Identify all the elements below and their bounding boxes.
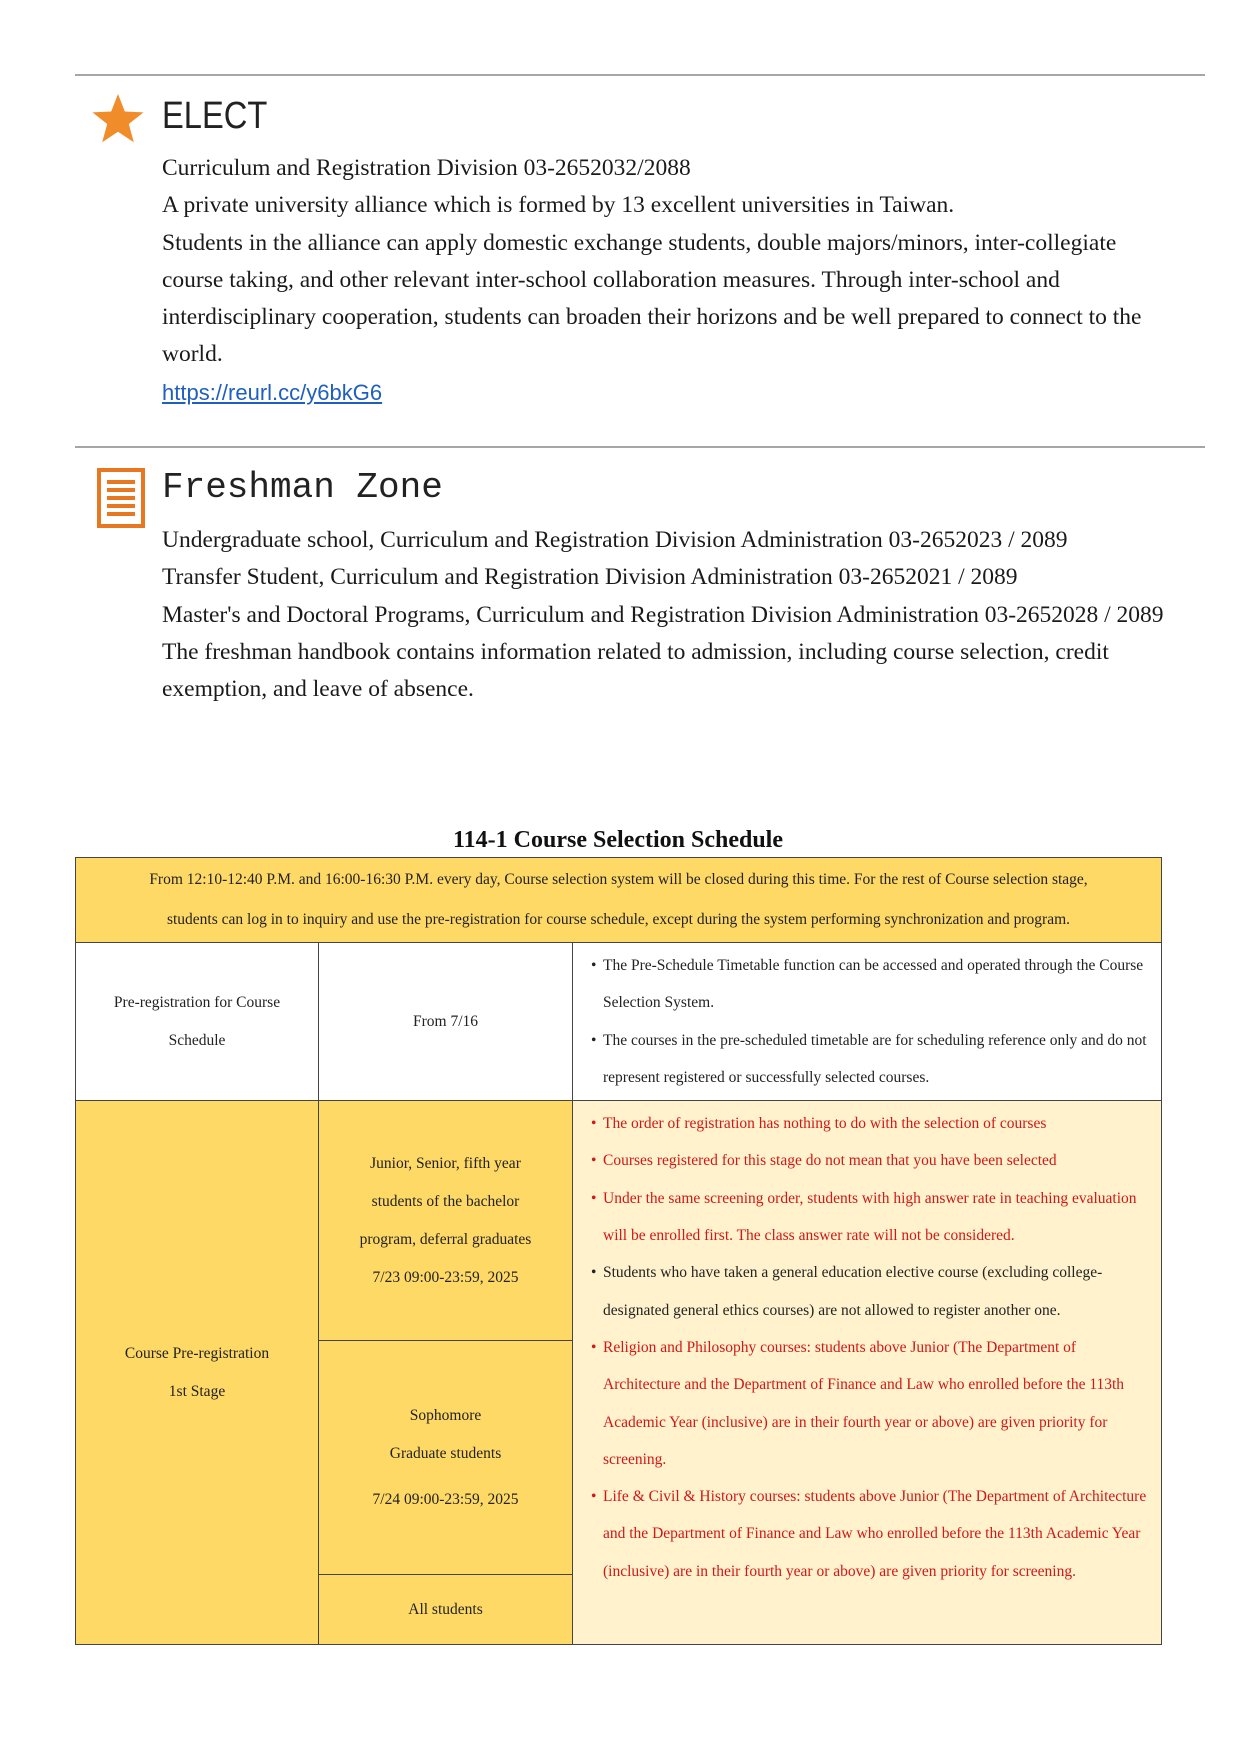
schedule-title: 114-1 Course Selection Schedule (453, 827, 783, 853)
elect-description: Students in the alliance can apply domestic exchange students, double majors/minors, inter-collegiate course taking, and other relevant inter-school collaboration measures. Through inter-school and interdisciplinary cooperation, students can broaden their horizons and be well prepared to connect to the world. (162, 229, 1142, 368)
top-divider (75, 74, 1205, 76)
prereg-date-cell (319, 943, 573, 1101)
freshman-contact-graduate: Master's and Doctoral Programs, Curriculum and Registration Division Administration 03-2652028 / 2089 (162, 601, 1164, 628)
group-sophomore-cell (319, 1341, 573, 1575)
group-all-cell (319, 1575, 573, 1645)
elect-body (162, 150, 1241, 412)
elect-contact: Curriculum and Registration Division 03-2652032/2088 (162, 155, 691, 181)
list-item: • Under the same screening order, students with high answer rate in teaching evaluation will be enrolled first. The class answer rate will not be considered. (591, 1180, 1149, 1255)
group-senior-cell (319, 1101, 573, 1341)
middle-divider (75, 446, 1205, 448)
list-item: • Religion and Philosophy courses: students above Junior (The Department of Architecture and the Department of Finance and Law who enrolled before the 113th Academic Year (inclusive) are in their fourth year or above) are given priority for screening. (591, 1329, 1149, 1478)
schedule-table (75, 857, 1162, 1645)
freshman-contact-transfer: Transfer Student, Curriculum and Registration Division Administration 03-2652021 / 2089 (162, 564, 1018, 591)
closure-note-line: From 12:10-12:40 P.M. and 16:00-16:30 P.M. every day, Course selection system will be closed during this time. For the rest of Course selection stage, (149, 871, 1088, 888)
list-item: • Courses registered for this stage do not mean that you have been selected (591, 1142, 1149, 1179)
first-stage-label: Course Pre-registration (124, 1344, 270, 1362)
table-row (76, 943, 1162, 1101)
first-stage-sublabel: 1st Stage (168, 1382, 226, 1400)
document-icon (97, 468, 145, 533)
first-stage-notes (573, 1101, 1161, 1594)
list-item: • The Pre-Schedule Timetable function can be accessed and operated through the Course Selection System. (591, 947, 1149, 1022)
elect-section (75, 88, 1205, 418)
closure-note-line: students can log in to inquiry and use the pre-registration for course schedule, except during the system performing synchronization and program. (166, 911, 1071, 928)
group-all-who: All students (408, 1600, 483, 1618)
freshman-title: Freshman Zone (162, 467, 443, 508)
first-stage-cell (76, 1101, 319, 1645)
table-row (76, 858, 1162, 943)
freshman-description: The freshman handbook contains information related to admission, including course selection, credit exemption, and leave of absence. (162, 638, 1109, 703)
group-sophomore-who: Sophomore (409, 1406, 482, 1424)
group-sophomore-when: 7/24 09:00-23:59, 2025 (372, 1490, 519, 1508)
elect-link[interactable]: https://reurl.cc/y6bkG6 (162, 379, 383, 405)
prereg-stage-cell (76, 943, 319, 1101)
freshman-body (162, 522, 1241, 708)
closure-note (76, 858, 1162, 943)
table-row (76, 1101, 1162, 1341)
elect-intro: A private university alliance which is formed by 13 excellent universities in Taiwan. (162, 192, 955, 219)
first-stage-notes-cell (573, 1101, 1162, 1645)
group-graduate-who: Graduate students (389, 1444, 502, 1462)
prereg-stage-label: Pre-registration for Course Schedule (113, 993, 281, 1049)
elect-title: ELECT (162, 95, 268, 137)
freshman-contact-undergrad: Undergraduate school, Curriculum and Registration Division Administration 03-2652023 / 2089 (162, 527, 1068, 553)
prereg-notes-cell (573, 943, 1162, 1101)
freshman-section (75, 462, 1205, 762)
list-item: • The order of registration has nothing to do with the selection of courses (591, 1105, 1149, 1142)
list-item: • Students who have taken a general education elective course (excluding college-designated general ethics courses) are not allowed to register another one. (591, 1254, 1149, 1329)
list-item: • Life & Civil & History courses: students above Junior (The Department of Architecture and the Department of Finance and Law who enrolled before the 113th Academic Year (inclusive) are in their fourth year or above) are given priority for screening. (591, 1478, 1149, 1590)
group-senior-when: 7/23 09:00-23:59, 2025 (372, 1268, 519, 1286)
prereg-date: From 7/16 (412, 1012, 479, 1030)
star-icon (90, 92, 146, 151)
group-senior-who: Junior, Senior, fifth year students of the bachelor program, deferral graduates (359, 1154, 532, 1248)
list-item: • The courses in the pre-scheduled timetable are for scheduling reference only and do not represent registered or successfully selected courses. (591, 1022, 1149, 1097)
